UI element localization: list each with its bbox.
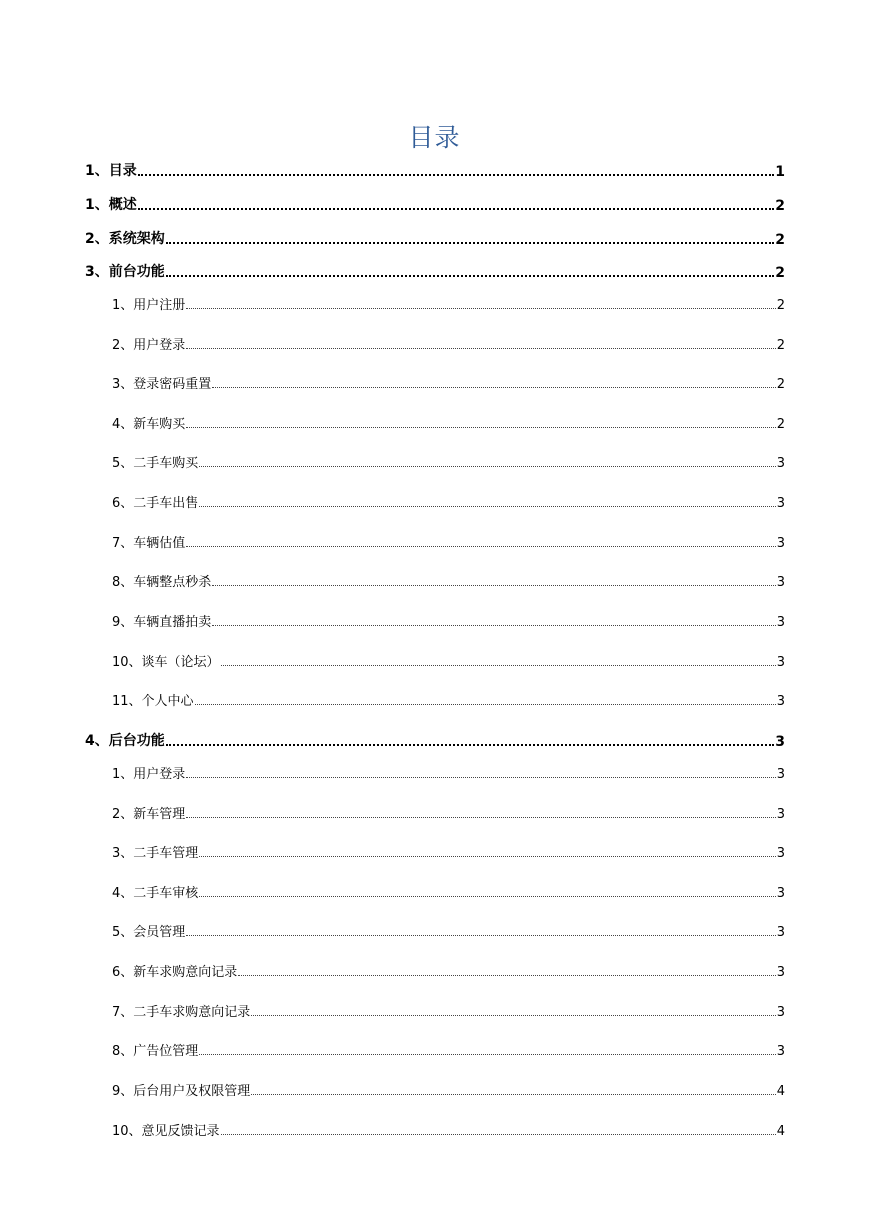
toc-entry-page-number: 3: [776, 965, 785, 980]
toc-entry-page-number: 3: [776, 456, 785, 471]
toc-entry-label: 8、广告位管理: [112, 1044, 199, 1059]
toc-entry-label: 4、新车购买: [112, 417, 186, 432]
toc-entry-label: 11、个人中心: [112, 694, 194, 709]
toc-entry-section[interactable]: [112, 610, 785, 630]
toc-entry-page-number: 3: [776, 767, 785, 782]
dot-leader: [251, 1094, 775, 1095]
toc-entry-page-number: 3: [776, 886, 785, 901]
toc-entry-label: 1、概述: [85, 197, 137, 213]
toc-entry-page-number: 3: [775, 734, 785, 750]
toc-entry-chapter[interactable]: [85, 728, 785, 750]
toc-entry-section[interactable]: [112, 451, 785, 471]
toc-entry-page-number: 2: [775, 232, 785, 248]
toc-entry-section[interactable]: [112, 1079, 785, 1099]
toc-entry-page-number: 4: [776, 1124, 785, 1139]
dot-leader: [186, 935, 775, 936]
toc-entry-label: 3、二手车管理: [112, 846, 199, 861]
dot-leader: [199, 856, 775, 857]
dot-leader: [166, 744, 775, 746]
toc-entry-section[interactable]: [112, 802, 785, 822]
toc-entry-page-number: 3: [776, 496, 785, 511]
toc-entry-label: 1、用户登录: [112, 767, 186, 782]
dot-leader: [238, 975, 775, 976]
toc-entry-label: 9、后台用户及权限管理: [112, 1084, 251, 1099]
toc-entry-section[interactable]: [112, 689, 785, 709]
toc-entry-section[interactable]: [112, 491, 785, 511]
dot-leader: [199, 896, 775, 897]
toc-entry-label: 2、系统架构: [85, 231, 165, 247]
toc-entry-section[interactable]: [112, 1039, 785, 1059]
dot-leader: [166, 275, 775, 277]
toc-entry-page-number: 2: [775, 198, 785, 214]
dot-leader: [138, 208, 775, 210]
toc-entry-page-number: 2: [776, 417, 785, 432]
dot-leader: [251, 1015, 775, 1016]
toc-entry-label: 1、目录: [85, 163, 137, 179]
toc-entry-page-number: 2: [776, 338, 785, 353]
toc-entry-label: 6、新车求购意向记录: [112, 965, 238, 980]
toc-entry-section[interactable]: [112, 333, 785, 353]
toc-entry-page-number: 2: [776, 298, 785, 313]
dot-leader: [166, 242, 775, 244]
toc-entry-section[interactable]: [112, 412, 785, 432]
toc-entry-section[interactable]: [112, 762, 785, 782]
toc-entry-page-number: 3: [776, 925, 785, 940]
toc-entry-section[interactable]: [112, 881, 785, 901]
toc-entry-section[interactable]: [112, 960, 785, 980]
toc-entry-label: 9、车辆直播拍卖: [112, 615, 212, 630]
toc-entry-section[interactable]: [112, 650, 785, 670]
toc-entry-label: 4、二手车审核: [112, 886, 199, 901]
dot-leader: [221, 1134, 776, 1135]
toc-entry-page-number: 2: [775, 265, 785, 281]
dot-leader: [186, 817, 775, 818]
toc-entry-chapter[interactable]: [85, 259, 785, 281]
dot-leader: [186, 348, 775, 349]
toc-entry-page-number: 1: [775, 164, 785, 180]
toc-entry-page-number: 4: [776, 1084, 785, 1099]
toc-entry-section[interactable]: [112, 372, 785, 392]
toc-entry-label: 7、二手车求购意向记录: [112, 1005, 251, 1020]
dot-leader: [212, 625, 775, 626]
dot-leader: [199, 506, 775, 507]
toc-entry-label: 7、车辆估值: [112, 536, 186, 551]
toc-entry-label: 2、新车管理: [112, 807, 186, 822]
toc-entry-label: 6、二手车出售: [112, 496, 199, 511]
dot-leader: [199, 466, 775, 467]
toc-entry-page-number: 3: [776, 655, 785, 670]
dot-leader: [186, 546, 775, 547]
toc-entry-label: 10、谈车（论坛）: [112, 655, 220, 670]
toc-entry-section[interactable]: [112, 570, 785, 590]
toc-entry-page-number: 2: [776, 377, 785, 392]
dot-leader: [221, 665, 776, 666]
toc-entry-chapter[interactable]: [85, 158, 785, 180]
toc-entry-label: 4、后台功能: [85, 733, 165, 749]
toc-entry-page-number: 3: [776, 615, 785, 630]
toc-entry-page-number: 3: [776, 807, 785, 822]
toc-entry-label: 5、会员管理: [112, 925, 186, 940]
toc-entry-label: 2、用户登录: [112, 338, 186, 353]
toc-entry-page-number: 3: [776, 575, 785, 590]
toc-entry-label: 1、用户注册: [112, 298, 186, 313]
toc-entry-label: 3、登录密码重置: [112, 377, 212, 392]
toc-title: 目录: [408, 123, 461, 152]
dot-leader: [199, 1054, 775, 1055]
toc-entry-section[interactable]: [112, 1000, 785, 1020]
toc-entry-label: 3、前台功能: [85, 264, 165, 280]
dot-leader: [186, 308, 775, 309]
toc-entry-chapter[interactable]: [85, 226, 785, 248]
toc-entry-section[interactable]: [112, 841, 785, 861]
dot-leader: [195, 704, 776, 705]
toc-entry-page-number: 3: [776, 694, 785, 709]
toc-entry-section[interactable]: [112, 920, 785, 940]
toc-entry-chapter[interactable]: [85, 192, 785, 214]
dot-leader: [138, 174, 775, 176]
toc-entry-page-number: 3: [776, 1005, 785, 1020]
toc-entry-label: 8、车辆整点秒杀: [112, 575, 212, 590]
toc-entry-label: 5、二手车购买: [112, 456, 199, 471]
toc-entry-label: 10、意见反馈记录: [112, 1124, 220, 1139]
dot-leader: [212, 585, 775, 586]
toc-entry-section[interactable]: [112, 293, 785, 313]
toc-entry-section[interactable]: [112, 531, 785, 551]
dot-leader: [212, 387, 775, 388]
toc-entry-page-number: 3: [776, 536, 785, 551]
toc-entry-page-number: 3: [776, 846, 785, 861]
dot-leader: [186, 777, 775, 778]
dot-leader: [186, 427, 775, 428]
toc-entry-page-number: 3: [776, 1044, 785, 1059]
toc-entry-section[interactable]: [112, 1119, 785, 1139]
